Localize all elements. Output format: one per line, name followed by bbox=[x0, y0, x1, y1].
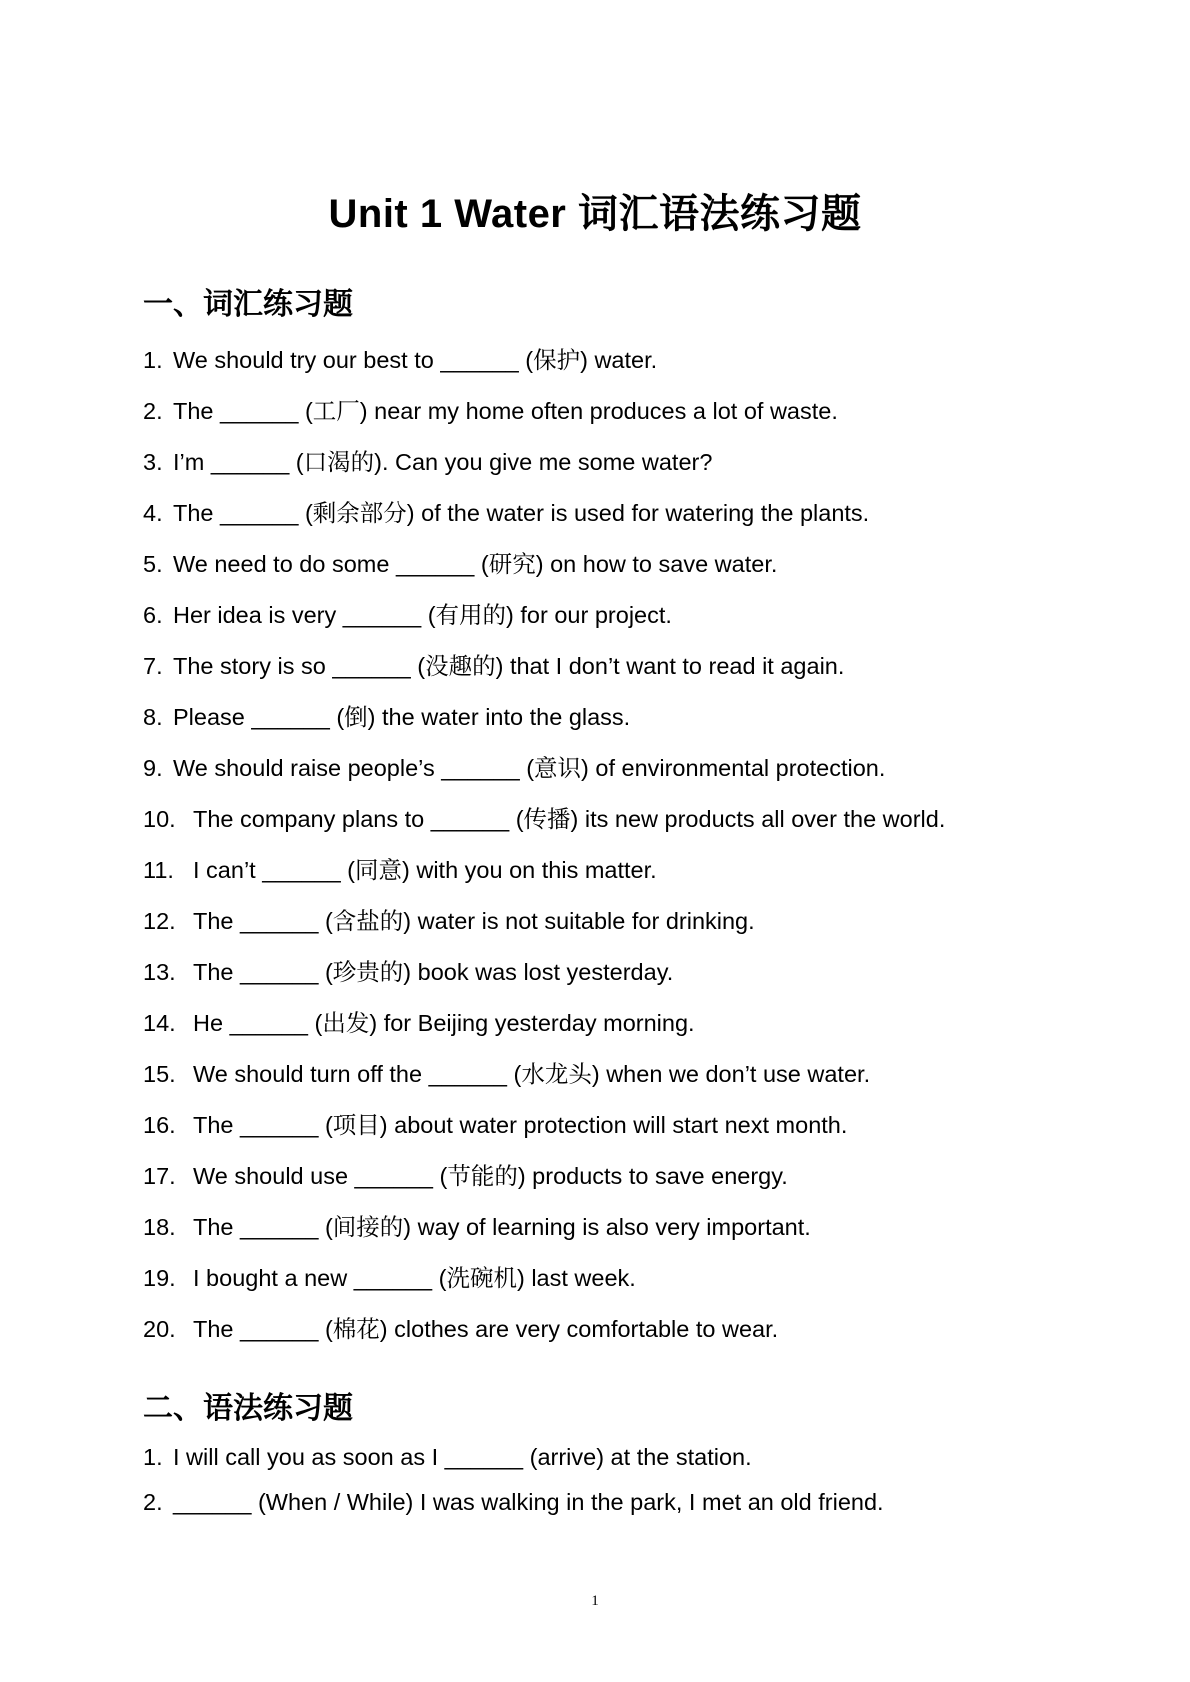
vocabulary-exercise-item bbox=[143, 443, 945, 494]
item-text: We should raise people’s ______ (意识) of environmental protection. bbox=[173, 755, 886, 781]
item-text: The ______ (珍贵的) book was lost yesterday. bbox=[193, 959, 674, 985]
vocabulary-exercise-item bbox=[143, 1106, 945, 1157]
item-number: 16. bbox=[143, 1112, 176, 1138]
vocabulary-exercise-item bbox=[143, 1157, 945, 1208]
item-number: 5. bbox=[143, 551, 163, 577]
vocabulary-exercise-item bbox=[143, 953, 945, 1004]
item-number: 15. bbox=[143, 1061, 176, 1087]
item-text: We should turn off the ______ (水龙头) when we don’t use water. bbox=[193, 1061, 871, 1087]
item-text: I’m ______ (口渴的). Can you give me some water? bbox=[173, 449, 713, 475]
item-text: The ______ (剩余部分) of the water is used for watering the plants. bbox=[173, 500, 870, 526]
grammar-exercise-item bbox=[143, 1444, 884, 1489]
item-number: 19. bbox=[143, 1265, 176, 1291]
item-text: We need to do some ______ (研究) on how to save water. bbox=[173, 551, 778, 577]
item-text: I bought a new ______ (洗碗机) last week. bbox=[193, 1265, 636, 1291]
grammar-exercise-list bbox=[143, 1444, 884, 1534]
vocabulary-exercise-item bbox=[143, 494, 945, 545]
item-number: 2. bbox=[143, 398, 163, 424]
item-number: 1. bbox=[143, 1444, 163, 1470]
item-text: The ______ (含盐的) water is not suitable for drinking. bbox=[193, 908, 755, 934]
vocabulary-exercise-item bbox=[143, 1310, 945, 1361]
item-text: The story is so ______ (没趣的) that I don’t want to read it again. bbox=[173, 653, 845, 679]
item-text: He ______ (出发) for Beijing yesterday morning. bbox=[193, 1010, 695, 1036]
item-text: The ______ (项目) about water protection will start next month. bbox=[193, 1112, 848, 1138]
vocabulary-exercise-item bbox=[143, 1259, 945, 1310]
item-text: The ______ (工厂) near my home often produces a lot of waste. bbox=[173, 398, 838, 424]
vocabulary-exercise-item bbox=[143, 902, 945, 953]
item-text: We should try our best to ______ (保护) water. bbox=[173, 347, 658, 373]
item-text: ______ (When / While) I was walking in the park, I met an old friend. bbox=[173, 1489, 884, 1515]
item-number: 7. bbox=[143, 653, 163, 679]
item-number: 3. bbox=[143, 449, 163, 475]
item-number: 2. bbox=[143, 1489, 163, 1515]
item-number: 13. bbox=[143, 959, 176, 985]
item-number: 14. bbox=[143, 1010, 176, 1036]
page-title: Unit 1 Water 词汇语法练习题 bbox=[328, 192, 862, 236]
item-number: 18. bbox=[143, 1214, 176, 1240]
item-text: We should use ______ (节能的) products to save energy. bbox=[193, 1163, 788, 1189]
vocabulary-exercise-item bbox=[143, 341, 945, 392]
item-text: The ______ (棉花) clothes are very comfortable to wear. bbox=[193, 1316, 779, 1342]
item-number: 11. bbox=[143, 857, 174, 883]
vocabulary-exercise-item bbox=[143, 647, 945, 698]
vocabulary-exercise-item bbox=[143, 596, 945, 647]
grammar-section-heading: 二、语法练习题 bbox=[143, 1391, 353, 1426]
vocabulary-exercise-item bbox=[143, 749, 945, 800]
vocabulary-exercise-list bbox=[143, 341, 945, 1361]
item-text: Her idea is very ______ (有用的) for our project. bbox=[173, 602, 672, 628]
item-number: 1. bbox=[143, 347, 163, 373]
item-number: 20. bbox=[143, 1316, 176, 1342]
vocabulary-exercise-item bbox=[143, 545, 945, 596]
vocabulary-exercise-item bbox=[143, 800, 945, 851]
item-number: 10. bbox=[143, 806, 176, 832]
grammar-exercise-item bbox=[143, 1489, 884, 1534]
item-text: Please ______ (倒) the water into the glass. bbox=[173, 704, 631, 730]
vocabulary-exercise-item bbox=[143, 1208, 945, 1259]
vocabulary-exercise-item bbox=[143, 698, 945, 749]
item-number: 17. bbox=[143, 1163, 176, 1189]
item-text: The company plans to ______ (传播) its new products all over the world. bbox=[193, 806, 946, 832]
item-text: I can’t ______ (同意) with you on this matter. bbox=[193, 857, 657, 883]
item-number: 9. bbox=[143, 755, 163, 781]
vocabulary-exercise-item bbox=[143, 1055, 945, 1106]
item-number: 4. bbox=[143, 500, 163, 526]
page-number: 1 bbox=[591, 1593, 599, 1609]
item-text: The ______ (间接的) way of learning is also very important. bbox=[193, 1214, 811, 1240]
vocabulary-section-heading: 一、词汇练习题 bbox=[143, 287, 353, 322]
item-number: 6. bbox=[143, 602, 163, 628]
vocabulary-exercise-item bbox=[143, 392, 945, 443]
item-text: I will call you as soon as I ______ (arrive) at the station. bbox=[173, 1444, 752, 1470]
vocabulary-exercise-item bbox=[143, 851, 945, 902]
item-number: 8. bbox=[143, 704, 163, 730]
vocabulary-exercise-item bbox=[143, 1004, 945, 1055]
item-number: 12. bbox=[143, 908, 176, 934]
